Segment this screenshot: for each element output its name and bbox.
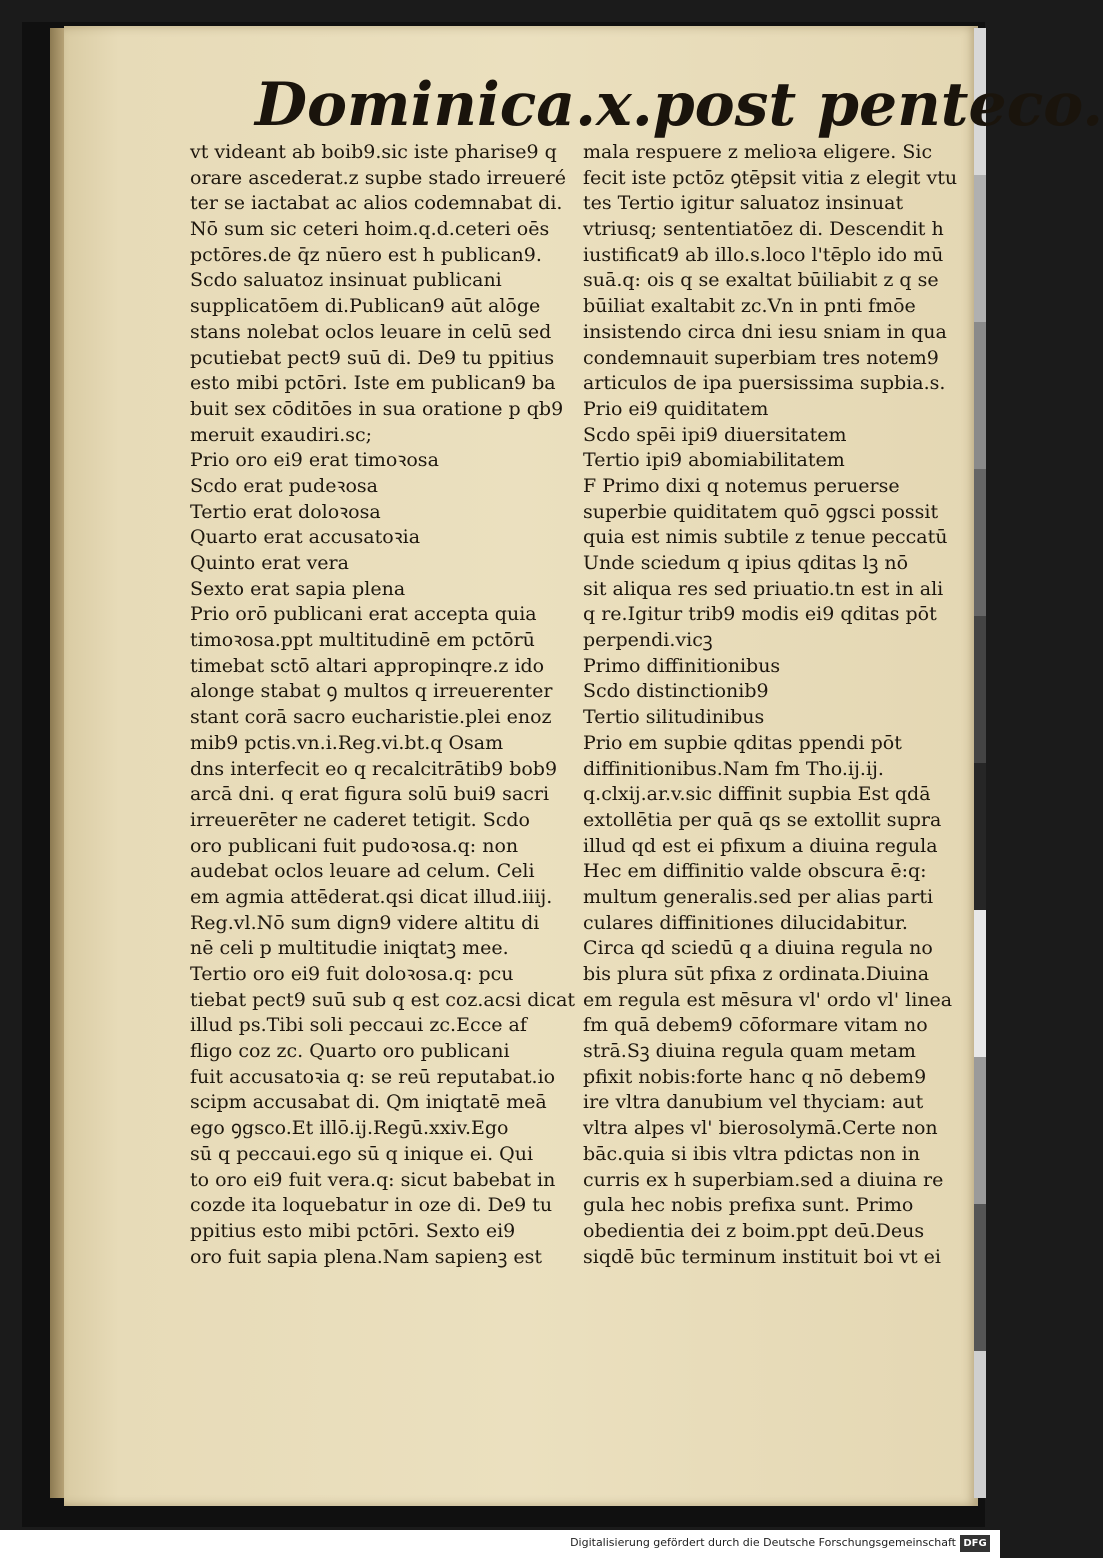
text-line: alonge stabat ꝯ multos q irreuerenter xyxy=(190,680,553,703)
text-line: sit aliqua res sed priuatio.tn est in ali xyxy=(583,577,944,600)
text-line: timebat sctō altari appropinqre.z ido xyxy=(190,654,545,677)
text-line: diffinitionibus.Nam fm Tho.ij.ij. xyxy=(583,757,884,780)
text-line: quia est nimis subtile z tenue peccatū xyxy=(583,526,948,549)
text-line: articulos de ipa puersissima supbia.s. xyxy=(583,372,946,395)
text-line: fligo coz zc. Quarto oro publicani xyxy=(190,1040,510,1063)
text-line: Quarto erat accusatoꝛia xyxy=(190,526,421,549)
text-line: Tertio erat doloꝛosa xyxy=(190,500,381,523)
text-line: iustificat9 ab illo.s.loco l'tēplo ido mū xyxy=(583,243,944,266)
text-line: timoꝛosa.ppt multitudinē em pctōrū xyxy=(190,629,535,652)
text-line: tiebat pect9 suū sub q est coz.acsi dicat xyxy=(190,988,576,1011)
page-header-title: Dominica.x.post penteco. xyxy=(255,70,1103,140)
footer-bar xyxy=(0,1530,1000,1558)
text-line: supplicatōem di.Publican9 aūt alōge xyxy=(190,295,541,318)
text-line: insistendo circa dni iesu sniam in qua xyxy=(583,320,947,343)
text-line: gula hec nobis prefixa sunt. Primo xyxy=(583,1194,914,1217)
text-line: vltra alpes vl' bierosolymā.Certe non xyxy=(583,1117,938,1140)
dfg-logo-icon: DFG xyxy=(960,1535,990,1552)
text-line: meruit exaudiri.sc; xyxy=(190,423,373,446)
text-line: perpendi.vicꝫ xyxy=(583,629,713,652)
text-line: strā.Sꝫ diuina regula quam metam xyxy=(583,1040,916,1063)
text-line: ppitius esto mibi pctōri. Sexto ei9 xyxy=(190,1219,516,1242)
text-line: Sexto erat sapia plena xyxy=(190,577,406,600)
text-line: Prio orō publicani erat accepta quia xyxy=(190,603,537,626)
text-line: Hec em diffinitio valde obscura ē:q: xyxy=(583,860,927,883)
text-line: bis plura sūt pfixa z ordinata.Diuina xyxy=(583,963,930,985)
text-line: tes Tertio igitur saluatoz insinuat xyxy=(583,192,904,215)
text-line: pctōres.de q̄z nūero est h publican9. xyxy=(190,243,542,266)
text-line: illud qd est ei pfixum a diuina regula xyxy=(583,834,938,857)
text-line: nē celi p multitudie iniqtatꝫ mee. xyxy=(190,937,509,960)
text-line: condemnauit superbiam tres notem9 xyxy=(583,346,939,369)
text-line: culares diffinitiones dilucidabitur. xyxy=(583,911,908,934)
text-line: Tertio ipi9 abomiabilitatem xyxy=(583,449,845,472)
text-line: F Primo dixi q notemus peruerse xyxy=(583,474,900,497)
text-line: siqdē būc terminum instituit boi vt ei xyxy=(583,1245,941,1268)
text-line: mib9 pctis.vn.i.Reg.vi.bt.q Osam xyxy=(190,731,504,754)
footer-credit: Digitalisierung gefördert durch die Deutsche Forschungsgemeinschaft xyxy=(570,1536,956,1549)
text-line: sū q peccaui.ego sū q inique ei. Qui xyxy=(190,1142,534,1165)
text-line: illud ps.Tibi soli peccaui zc.Ecce af xyxy=(190,1014,527,1037)
text-line: cozde ita loquebatur in oze di. De9 tu xyxy=(190,1194,553,1217)
text-line: ego ꝯgsco.Et illō.ij.Regū.xxiv.Ego xyxy=(190,1117,509,1140)
text-line: superbie quiditatem quō ꝯgsci possit xyxy=(583,500,939,523)
text-line: Scdo distinctionib9 xyxy=(583,680,769,703)
text-line: Tertio oro ei9 fuit doloꝛosa.q: pcu xyxy=(190,963,514,985)
text-line: Scdo erat pudeꝛosa xyxy=(190,474,378,497)
text-line: Prio oro ei9 erat timoꝛosa xyxy=(190,449,439,472)
text-line: Unde sciedum q ipius qditas lꝫ nō xyxy=(583,552,909,574)
text-line: bāc.quia si ibis vltra pdictas non in xyxy=(583,1142,920,1165)
text-line: irreuerēter ne caderet tetigit. Scdo xyxy=(190,808,530,831)
text-line: ire vltra danubium vel thyciam: aut xyxy=(583,1091,924,1114)
right-text-column xyxy=(583,140,968,1270)
text-line: būiliat exaltabit zc.Vn in pnti fmōe xyxy=(583,295,916,318)
text-line: fecit iste pctōz ꝯtēpsit vitia z elegit vtu xyxy=(583,166,958,189)
color-calibration-strip xyxy=(974,28,986,1498)
text-line: buit sex cōditōes in sua oratione p qb9 xyxy=(190,397,564,420)
text-line: em agmia attēderat.qsi dicat illud.iiij. xyxy=(190,885,553,908)
text-line: scipm accusabat di. Qm iniqtatē meā xyxy=(190,1091,547,1114)
text-line: q.clxij.ar.v.sic diffinit supbia Est qdā xyxy=(583,783,931,806)
text-line: Nō sum sic ceteri hoim.q.d.ceteri oēs xyxy=(190,218,550,241)
text-line: orare ascederat.z supbe stado irreueré xyxy=(190,166,566,189)
text-line: pcutiebat pect9 suū di. De9 tu ppitius xyxy=(190,346,555,369)
text-line: to oro ei9 fuit vera.q: sicut babebat in xyxy=(190,1168,556,1191)
text-line: suā.q: ois q se exaltat būiliabit z q se xyxy=(583,269,939,292)
text-line: Prio ei9 quiditatem xyxy=(583,397,769,420)
left-text-column xyxy=(190,140,580,1270)
text-line: fm quā debem9 cōformare vitam no xyxy=(583,1014,928,1037)
text-line: fuit accusatoꝛia q: se reū reputabat.io xyxy=(190,1065,556,1088)
text-line: oro publicani fuit pudoꝛosa.q: non xyxy=(190,834,519,857)
text-line: Tertio silitudinibus xyxy=(583,706,765,729)
text-line: stant corā sacro eucharistie.plei enoz xyxy=(190,706,552,729)
text-line: multum generalis.sed per alias parti xyxy=(583,885,934,908)
text-line: esto mibi pctōri. Iste em publican9 ba xyxy=(190,372,556,395)
text-line: q re.Igitur trib9 modis ei9 qditas pōt xyxy=(583,603,937,626)
text-line: arcā dni. q erat figura solū bui9 sacri xyxy=(190,783,550,806)
text-line: audebat oclos leuare ad celum. Celi xyxy=(190,860,535,883)
text-line: dns interfecit eo q recalcitrātib9 bob9 xyxy=(190,757,558,780)
text-line: mala respuere z melioꝛa eligere. Sic xyxy=(583,141,933,163)
text-line: ter se iactabat ac alios codemnabat di. xyxy=(190,192,563,215)
text-line: Reg.vl.Nō sum dign9 videre altitu di xyxy=(190,911,540,934)
text-line: Scdo spēi ipi9 diuersitatem xyxy=(583,423,847,446)
text-line: Primo diffinitionibus xyxy=(583,654,781,677)
text-line: vtriusq; sententiatōez di. Descendit h xyxy=(583,218,944,241)
text-line: vt videant ab boib9.sic iste pharise9 q xyxy=(190,141,557,163)
text-line: extollētia per quā qs se extollit supra xyxy=(583,808,942,831)
text-line: curris ex h superbiam.sed a diuina re xyxy=(583,1168,944,1191)
text-line: Quinto erat vera xyxy=(190,552,349,574)
text-line: stans nolebat oclos leuare in celū sed xyxy=(190,320,552,343)
text-line: pfixit nobis:forte hanc q nō debem9 xyxy=(583,1065,927,1088)
text-line: obedientia dei z boim.ppt deū.Deus xyxy=(583,1219,925,1242)
text-line: Circa qd sciedū q a diuina regula no xyxy=(583,937,933,960)
text-line: em regula est mēsura vl' ordo vl' linea xyxy=(583,988,953,1011)
text-line: Prio em supbie qditas ppendi pōt xyxy=(583,731,902,754)
text-line: Scdo saluatoz insinuat publicani xyxy=(190,269,502,292)
text-line: oro fuit sapia plena.Nam sapienꝫ est xyxy=(190,1245,542,1268)
